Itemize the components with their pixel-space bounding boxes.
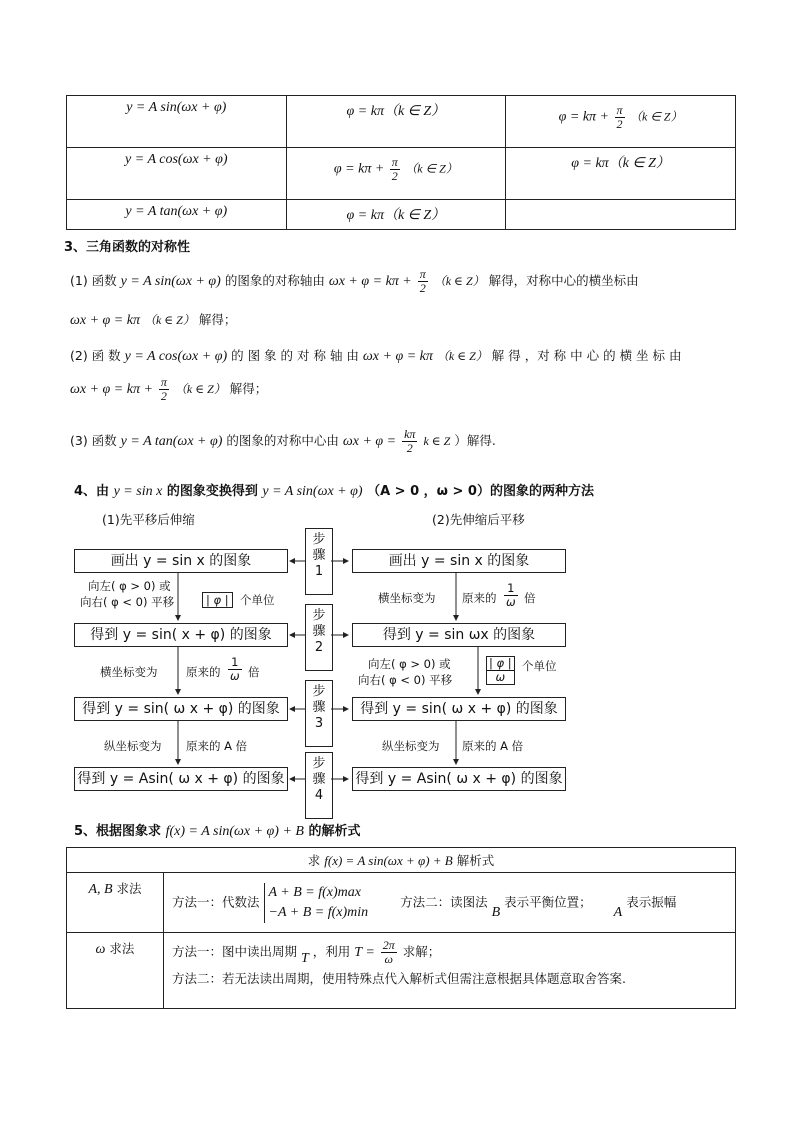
left-t2-frac: $\frac{1}{\omega}$ — [230, 655, 240, 683]
left-method-heading: (1)先平移后伸缩 — [102, 512, 195, 527]
right-box-4: 得到 y = Asin( ω x + φ) 的图象 — [352, 767, 566, 791]
step-3-box: 步 骤 3 — [305, 680, 333, 747]
sec3-para2: (2) 函 数 y = A cos(ωx + φ) 的 图 象 的 对 称 轴 由 ωx + φ = kπ （k ∈ Z） 解 得 ，对 称 中 心 的 横 坐 标 由 — [70, 348, 682, 364]
left-t1-line2: 向右( φ < 0) 平移 — [80, 595, 175, 609]
right-t2-frac: $\frac{| \varphi |}{\omega}$ — [486, 656, 515, 685]
sec3-para1: (1) 函数 y = A sin(ωx + φ) 的图象的对称轴由 ωx + φ = kπ + $\frac{\pi}{2}$ （k ∈ Z） 解得，对称中心的横坐标由 — [70, 267, 639, 295]
left-t2-a: 横坐标变为 — [100, 665, 158, 679]
value-cell: φ = kπ + $\frac{\pi}{2}$ （k ∈ Z） — [506, 96, 736, 148]
value-cell: φ = kπ（k ∈ Z） — [286, 96, 506, 148]
right-t1-b: 原来的 — [462, 591, 497, 605]
left-t1-units: 个单位 — [240, 593, 275, 607]
right-t1-a: 横坐标变为 — [378, 591, 436, 605]
omega-label-cell: ω 求法 — [67, 933, 164, 1009]
left-box-1: 画出 y = sin x 的图象 — [74, 549, 288, 573]
right-t2-c: 个单位 — [522, 659, 557, 673]
sec3-para1-line2: ωx + φ = kπ （k ∈ Z） 解得； — [70, 312, 237, 328]
value-cell: φ = kπ（k ∈ Z） — [286, 200, 506, 230]
section-3-title: 3、三角函数的对称性 — [64, 240, 191, 255]
right-box-3: 得到 y = sin( ω x + φ) 的图象 — [352, 697, 566, 721]
ab-label-cell: A, B 求法 — [67, 873, 164, 933]
sec3-para3: (3) 函数 y = A tan(ωx + φ) 的图象的对称中心由 ωx + φ = $\frac{k\pi}{2}$ k ∈ Z ）解得. — [70, 427, 496, 455]
value-cell: φ = kπ（k ∈ Z） — [506, 148, 736, 200]
right-t2-line2: 向右( φ < 0) 平移 — [358, 673, 453, 687]
value-cell: φ = kπ + $\frac{\pi}{2}$ （k ∈ Z） — [286, 148, 506, 200]
left-t3-a: 纵坐标变为 — [104, 739, 162, 753]
right-t3-b: 原来的 A 倍 — [462, 739, 524, 753]
step-4-box: 步 骤 4 — [305, 752, 333, 819]
section-4-title: 4、由 y = sin x 的图象变换得到 y = A sin(ωx + φ) （A > 0 ，ω > 0）的图象的两种方法 — [74, 484, 594, 499]
func-cell: y = A cos(ωx + φ) — [67, 148, 287, 200]
ab-method-cell: 方法一：代数法 A + B = f(x)max −A + B = f(x)min 方法二：读图法 B 表示平衡位置； A 表示振幅 — [164, 873, 736, 933]
right-t2-line1: 向左( φ > 0) 或 — [368, 657, 451, 671]
right-box-1: 画出 y = sin x 的图象 — [352, 549, 566, 573]
left-t3-b: 原来的 A 倍 — [186, 739, 248, 753]
left-t1-line1: 向左( φ > 0) 或 — [88, 579, 171, 593]
left-t2-b: 原来的 — [186, 665, 221, 679]
analytic-formula-table — [66, 847, 736, 1009]
func-cell: y = A sin(ωx + φ) — [67, 96, 287, 148]
table-header: 求 f(x) = A sin(ωx + φ) + B 解析式 — [67, 848, 736, 873]
step-2-box: 步 骤 2 — [305, 604, 333, 671]
right-t1-frac: $\frac{1}{\omega}$ — [506, 581, 516, 609]
section-5-title: 5、根据图象求 f(x) = A sin(ωx + φ) + B 的解析式 — [74, 824, 361, 839]
func-cell: y = A tan(ωx + φ) — [67, 200, 287, 230]
left-box-3: 得到 y = sin( ω x + φ) 的图象 — [74, 697, 288, 721]
sec3-para2-line2: ωx + φ = kπ + $\frac{\pi}{2}$ （k ∈ Z） 解得； — [70, 375, 268, 403]
right-t3-a: 纵坐标变为 — [382, 739, 440, 753]
right-t1-c: 倍 — [524, 591, 536, 605]
left-box-2: 得到 y = sin( x + φ) 的图象 — [74, 623, 288, 647]
left-box-4: 得到 y = Asin( ω x + φ) 的图象 — [74, 767, 288, 791]
left-t2-c: 倍 — [248, 665, 260, 679]
omega-method-cell: 方法一：图中读出周期 T ，利用 T = $\frac{2\pi}{\omega}$ 求解； 方法二：若无法读出周期，使用特殊点代入解析式但需注意根据具体题意取舍答案. — [164, 933, 736, 1009]
left-t1-abs-phi: | φ | — [202, 592, 233, 608]
right-method-heading: (2)先伸缩后平移 — [432, 512, 525, 527]
step-1-box: 步 骤 1 — [305, 528, 333, 595]
right-box-2: 得到 y = sin ωx 的图象 — [352, 623, 566, 647]
